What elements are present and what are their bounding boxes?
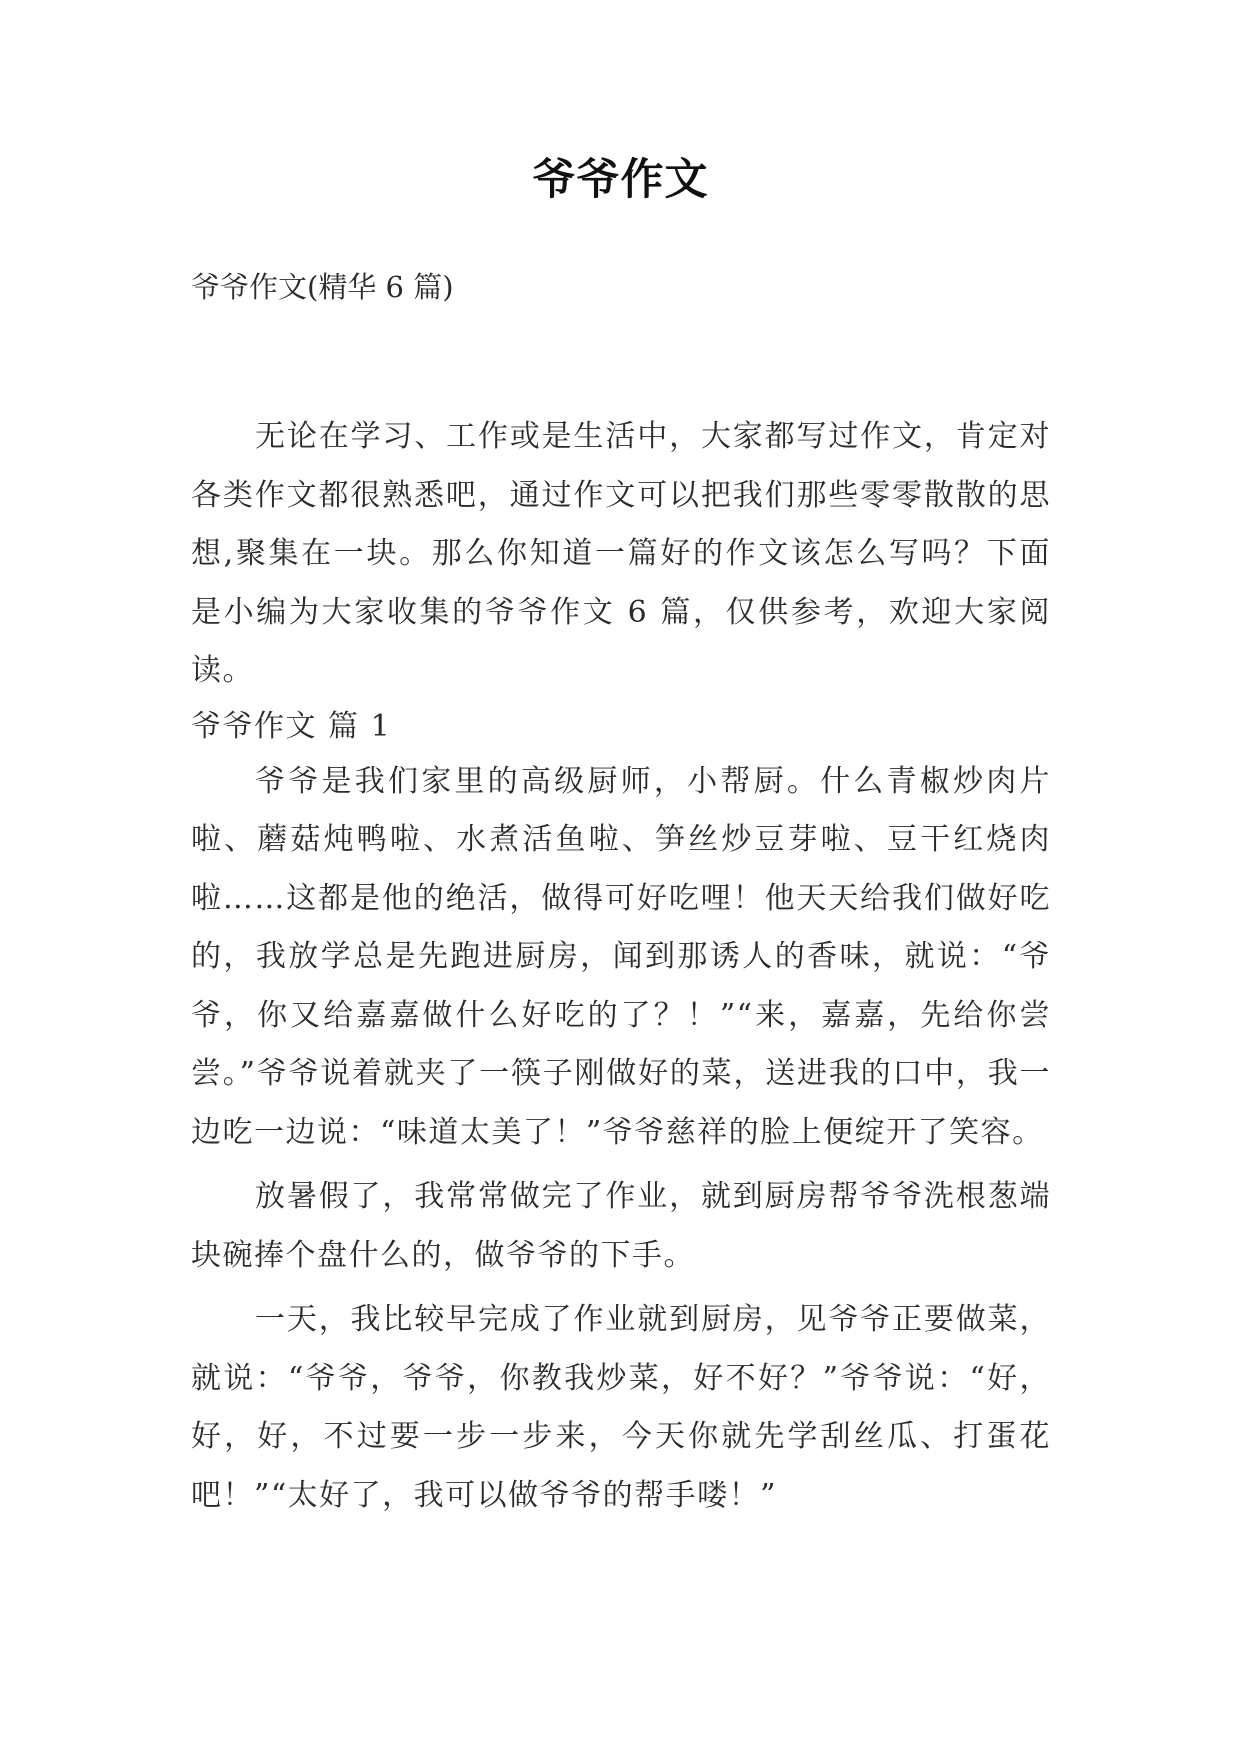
body-paragraph: 放暑假了，我常常做完了作业，就到厨房帮爷爷洗根葱端块碗捧个盘什么的，做爷爷的下手。 (191, 1179, 1051, 1273)
document-subtitle: 爷爷作文(精华 6 篇) (191, 270, 454, 304)
intro-paragraph: 无论在学习、工作或是生活中，大家都写过作文，肯定对各类作文都很熟悉吧，通过作文可以把我们那些零零散散的思想,聚集在一块。那么你知道一篇好的作文该怎么写吗？下面是小编为大家收集的爷爷作文 6 篇，仅供参考，欢迎大家阅读。 (191, 419, 1051, 688)
body-paragraph: 一天，我比较早完成了作业就到厨房，见爷爷正要做菜，就说：“爷爷，爷爷，你教我炒菜，好不好？”爷爷说：“好，好，好，不过要一步一步来，今天你就先学刮丝瓜、打蛋花吧！”“太好了，我可以做爷爷的帮手喽！” (191, 1302, 1051, 1513)
document-body (191, 408, 1051, 1525)
body-paragraph: 爷爷是我们家里的高级厨师，小帮厨。什么青椒炒肉片啦、蘑菇炖鸭啦、水煮活鱼啦、笋丝炒豆芽啦、豆干红烧肉啦……这都是他的绝活，做得可好吃哩！他天天给我们做好吃的，我放学总是先跑进厨房，闻到那诱人的香味，就说：“爷爷，你又给嘉嘉做什么好吃的了？！”“来，嘉嘉，先给你尝尝。”爷爷说着就夹了一筷子刚做好的菜，送进我的口中，我一边吃一边说：“味道太美了！”爷爷慈祥的脸上便绽开了笑容。 (191, 763, 1051, 1150)
section-heading: 爷爷作文 篇 1 (191, 708, 392, 744)
document-title: 爷爷作文 (532, 155, 709, 205)
